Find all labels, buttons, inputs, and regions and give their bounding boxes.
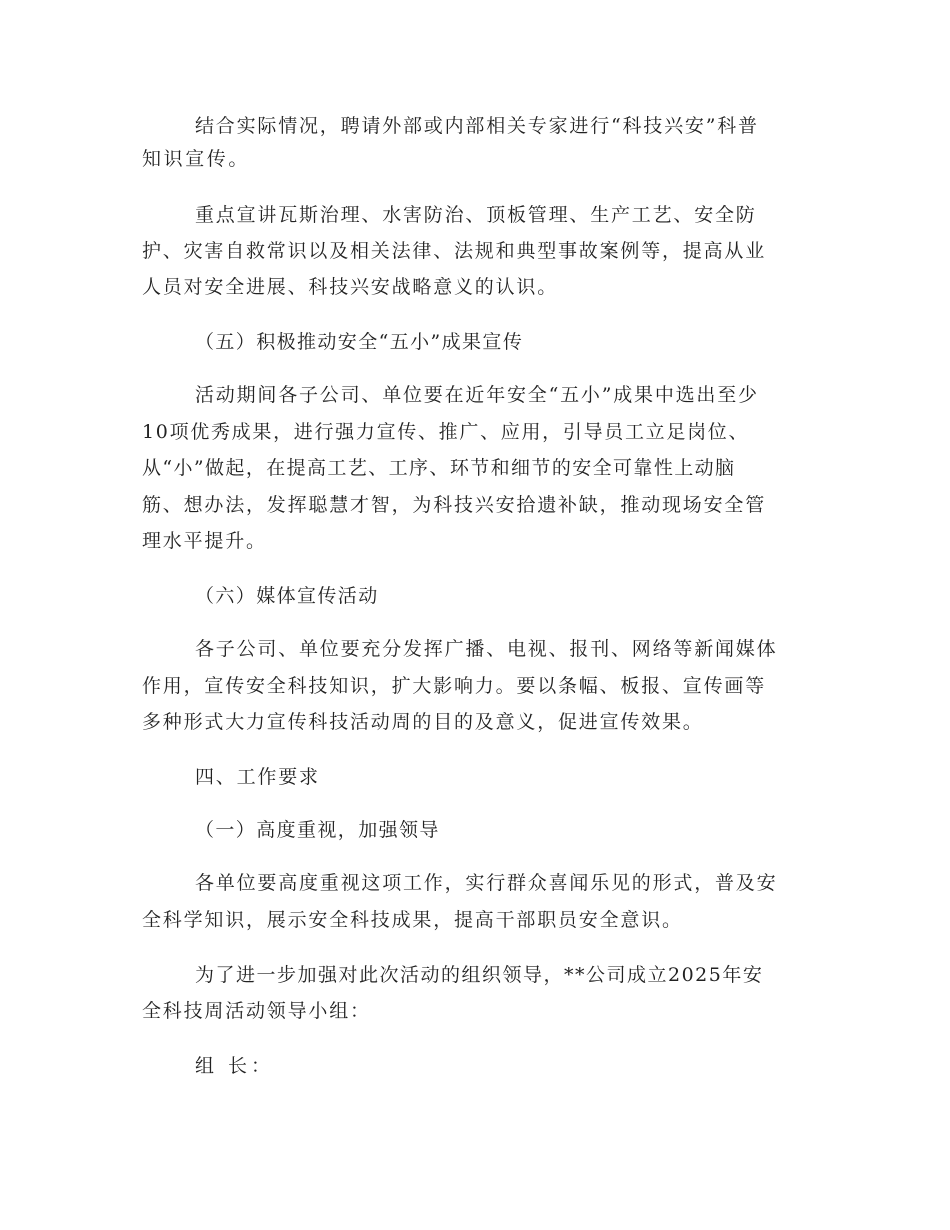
paragraph-line: 筋、想办法，发挥聪慧才智，为科技兴安拾遗补缺，推动现场安全管 [142, 494, 767, 516]
paragraph-line: 活动期间各子公司、单位要在近年安全“五小”成果中选出至少 [195, 384, 759, 406]
paragraph-line: 作用，宣传安全科技知识，扩大影响力。要以条幅、板报、宣传画等 [142, 675, 767, 697]
chapter-heading: 四、工作要求 [195, 766, 320, 788]
section-heading: （五）积极推动安全“五小”成果宣传 [195, 331, 524, 353]
paragraph-line: 理水平提升。 [142, 530, 267, 552]
paragraph-line: 多种形式大力宣传科技活动周的目的及意义，促进宣传效果。 [142, 711, 704, 733]
section-heading: （六）媒体宣传活动 [195, 585, 379, 607]
paragraph-line: 各子公司、单位要充分发挥广播、电视、报刊、网络等新闻媒体 [195, 638, 778, 660]
paragraph-line: 人员对安全进展、科技兴安战略意义的认识。 [142, 276, 559, 298]
paragraph-line: 全科技周活动领导小组： [142, 1000, 371, 1022]
paragraph-line: 全科学知识，展示安全科技成果，提高干部职员安全意识。 [142, 909, 683, 931]
list-item-label: 组 长： [195, 1055, 275, 1077]
paragraph-line: 护、灾害自救常识以及相关法律、法规和典型事故案例等，提高从业 [142, 240, 767, 262]
paragraph-line: 10项优秀成果，进行强力宣传、推广、应用，引导员工立足岗位、 [142, 421, 750, 443]
paragraph-line: 知识宣传。 [142, 148, 251, 170]
paragraph-line: 从“小”做起，在提高工艺、工序、环节和细节的安全可靠性上动脑 [142, 457, 736, 479]
paragraph-line: 各单位要高度重视这项工作，实行群众喜闻乐见的形式，普及安 [195, 872, 778, 894]
paragraph-line: 结合实际情况，聘请外部或内部相关专家进行“科技兴安”科普 [195, 115, 759, 137]
section-heading: （一）高度重视，加强领导 [195, 819, 440, 841]
paragraph-line: 为了进一步加强对此次活动的组织领导，**公司成立2025年安 [195, 964, 764, 986]
paragraph-line: 重点宣讲瓦斯治理、水害防治、顶板管理、生产工艺、安全防 [195, 204, 757, 226]
